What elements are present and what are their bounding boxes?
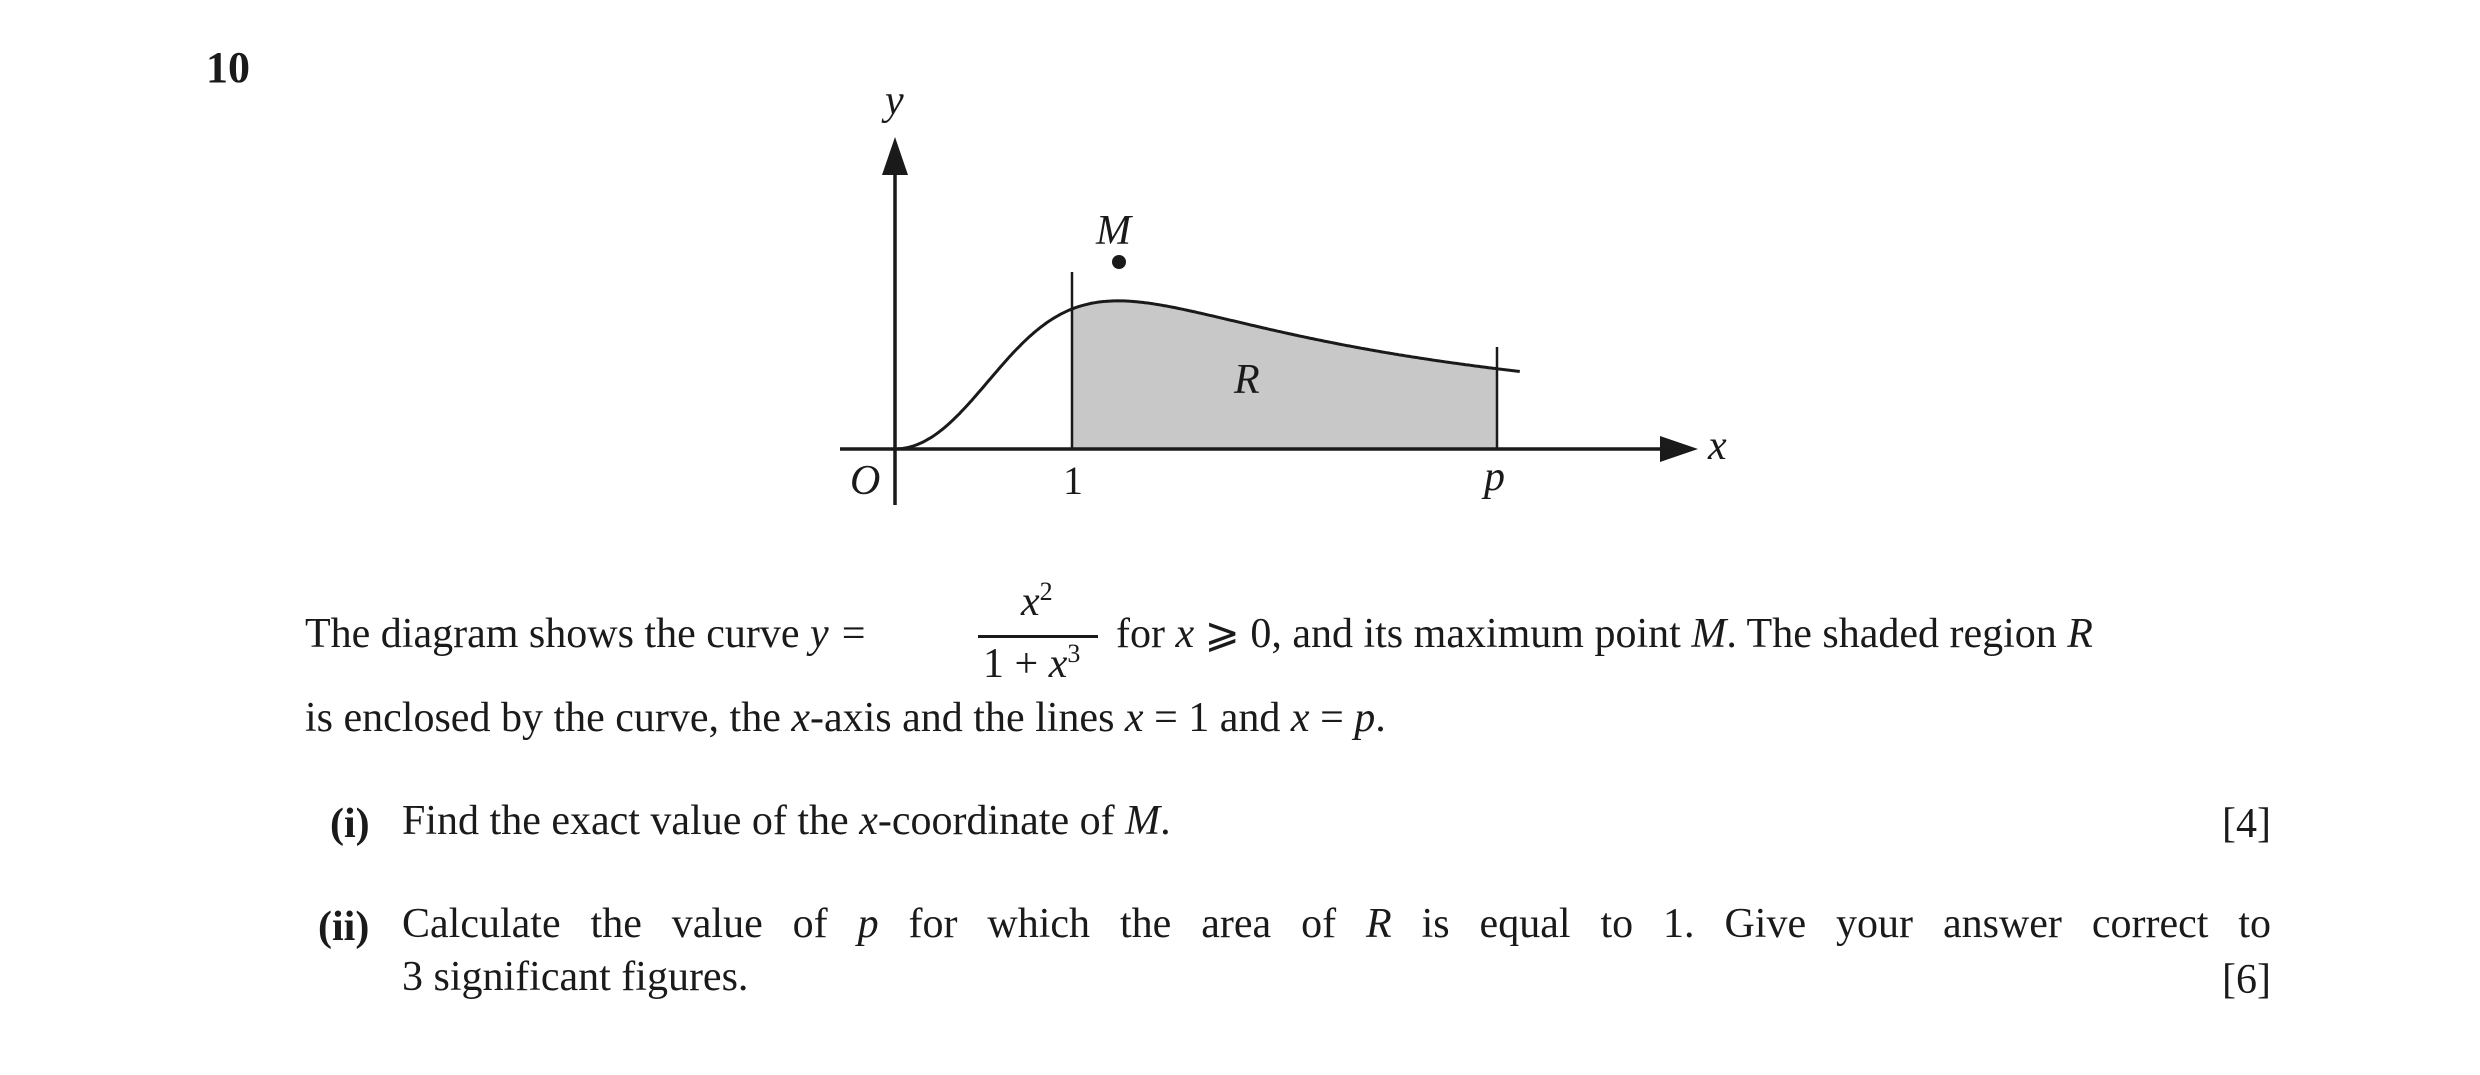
stem-line-1-cont: [1116, 613, 2093, 655]
stem-line2-x2: x: [1124, 695, 1144, 741]
part-i-text-a: Find the exact value of the: [402, 798, 849, 844]
frac-den-exp: 3: [1067, 639, 1081, 668]
y-axis-label: y: [885, 78, 904, 124]
part-ii-text-b: for which the area of: [908, 901, 1337, 947]
maximum-point-m: [1112, 255, 1126, 269]
stem-x-var: x: [1175, 611, 1195, 657]
shaded-region-r: [1072, 301, 1497, 449]
stem-line2-d: =: [1320, 695, 1344, 741]
frac-num-exp: 2: [1039, 577, 1053, 606]
x-axis-label: x: [1708, 423, 1727, 469]
fraction-numerator: [1021, 578, 1053, 626]
question-number: 10: [206, 43, 250, 92]
frac-den-x: x: [1048, 641, 1068, 687]
part-i-label: (i): [330, 801, 370, 847]
stem-for: for: [1116, 611, 1165, 657]
max-point-label: M: [1096, 208, 1131, 254]
tick-1-label: 1: [1063, 458, 1083, 503]
stem-shaded: . The shaded region: [1726, 611, 2057, 657]
stem-line2-x3: x: [1290, 695, 1310, 741]
part-i-text-b: -coordinate of: [877, 798, 1115, 844]
part-ii-r: R: [1366, 901, 1392, 947]
stem-line-1: [305, 613, 868, 655]
stem-line2-c: = 1 and: [1154, 695, 1281, 741]
stem-y-var: y =: [810, 611, 868, 657]
x-axis-arrow: [1660, 436, 1698, 462]
fraction-bar: [978, 635, 1098, 638]
part-i-m: M: [1125, 798, 1161, 844]
frac-num-x: x: [1021, 579, 1040, 625]
stem-line2-p: p: [1354, 695, 1376, 741]
part-ii-marks: [6]: [2222, 957, 2271, 1003]
part-ii-text: [402, 903, 2271, 945]
stem-geq-zero: ⩾ 0, and its maximum point: [1204, 611, 1681, 657]
y-axis-arrow: [882, 137, 908, 175]
stem-m: M: [1691, 611, 1727, 657]
part-ii-p: p: [857, 901, 879, 947]
stem-line-2: [305, 697, 1386, 739]
stem-line2-b: -axis and the lines: [810, 695, 1115, 741]
region-label: R: [1234, 357, 1260, 403]
stem-r: R: [2067, 611, 2093, 657]
part-i-marks: [4]: [2222, 801, 2271, 847]
tick-p-label: p: [1484, 454, 1505, 500]
part-ii-label: (ii): [318, 904, 370, 950]
stem-line2-a: is enclosed by the curve, the: [305, 695, 781, 741]
stem-line2-end: .: [1375, 695, 1386, 741]
frac-den-prefix: 1 +: [983, 641, 1049, 687]
fraction-denominator: [983, 640, 1080, 688]
stem-line2-x: x: [791, 695, 810, 741]
part-ii-text-line2: 3 significant figures.: [402, 954, 749, 1000]
part-ii-text-c: is equal to 1. Give your answer correct to: [1421, 901, 2272, 947]
part-i-end: .: [1160, 798, 1171, 844]
part-i-text: [402, 800, 1171, 842]
part-i-x: x: [859, 798, 878, 844]
origin-label: O: [850, 458, 881, 504]
part-ii-text-a: Calculate the value of: [402, 901, 828, 947]
stem-intro: The diagram shows the curve: [305, 611, 800, 657]
